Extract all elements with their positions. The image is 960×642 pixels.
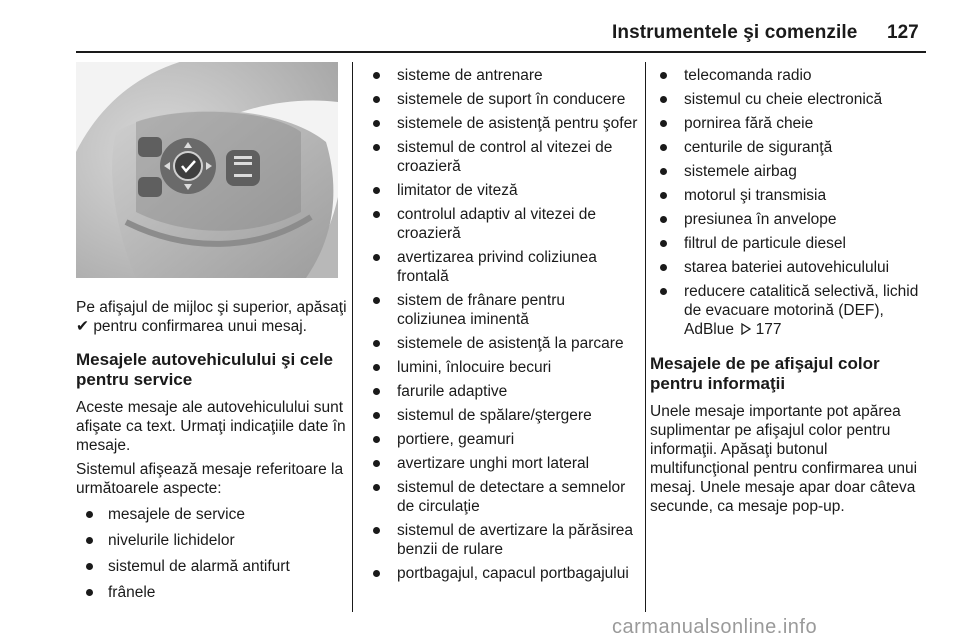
list-item-text: reducere catalitică selectivă, lichid de evacuare motorină (DEF), AdBlue [684, 283, 919, 338]
column-3 [650, 66, 930, 521]
column-2 [363, 66, 638, 588]
list-item: telecomanda radio [650, 66, 930, 85]
list-item: frânele [76, 583, 348, 602]
list-item: portbagajul, capacul portbagajului [363, 564, 638, 583]
page-reference-link[interactable]: 177 [755, 321, 782, 338]
list-item: controlul adaptiv al vitezei de croazieră [363, 205, 638, 243]
instruction-text-end: pentru confirmarea unui mesaj. [93, 318, 307, 335]
list-item: limitator de viteză [363, 181, 638, 200]
confirm-instruction [76, 298, 348, 336]
list-item: pornirea fără cheie [650, 114, 930, 133]
list-item: sistemele de asistenţă la parcare [363, 334, 638, 353]
list-item: farurile adaptive [363, 382, 638, 401]
list-item: presiunea în anvelope [650, 210, 930, 229]
page-header-title: Instrumentele şi comenzile [612, 22, 858, 43]
header-divider [76, 51, 926, 53]
message-aspects-list-end [650, 66, 930, 340]
list-item: sistemul de spălare/ştergere [363, 406, 638, 425]
page-number: 127 [887, 22, 919, 43]
column-divider-2 [645, 62, 646, 612]
list-item: mesajele de service [76, 505, 348, 524]
list-item: sistemul cu cheie electronică [650, 90, 930, 109]
steering-wheel-controls-image [76, 62, 338, 278]
list-item: sistemele de asistenţă pentru şofer [363, 114, 638, 133]
list-item: portiere, geamuri [363, 430, 638, 449]
list-item: avertizare unghi mort lateral [363, 454, 638, 473]
color-display-paragraph: Unele mesaje importante pot apărea suplimentar pe afişajul color pentru informaţii. Apăsaţi butonul multifuncţional pentru confirmarea unui mesaj. Unele mesaje apar doar câteva secunde, ca mesaje pop-up. [650, 403, 918, 515]
list-item [650, 282, 930, 340]
list-item: motorul şi transmisia [650, 186, 930, 205]
column-divider-1 [352, 62, 353, 612]
list-item: lumini, înlocuire becuri [363, 358, 638, 377]
message-aspects-paragraph: Sistemul afişează mesaje referitoare la următoarele aspecte: [76, 461, 344, 497]
message-aspects-list-continued [363, 66, 638, 583]
list-item: sistem de frânare pentru coliziunea iminentă [363, 291, 638, 329]
column-1 [76, 62, 348, 609]
section-heading-vehicle-messages: Mesajele autovehiculului şi cele pentru service [76, 350, 333, 389]
list-item: sistemul de alarmă antifurt [76, 557, 348, 576]
list-item: sistemul de avertizare la părăsirea benzii de rulare [363, 521, 638, 559]
instruction-text-start: Pe afişajul de mijloc şi superior, apăsaţi [76, 299, 347, 316]
vehicle-messages-paragraph: Aceste mesaje ale autovehiculului sunt afişate ca text. Urmaţi indicaţiile date în mesaje. [76, 399, 346, 454]
list-item: sistemele de suport în conducere [363, 90, 638, 109]
section-heading-color-display-messages: Mesajele de pe afişajul color pentru informaţii [650, 354, 880, 393]
list-item: avertizarea privind coliziunea frontală [363, 248, 638, 286]
checkmark-icon: ✔ [76, 318, 89, 335]
page-reference-triangle-icon [741, 321, 751, 340]
list-item: sistemul de control al vitezei de croazieră [363, 138, 638, 176]
list-item: sisteme de antrenare [363, 66, 638, 85]
list-item: centurile de siguranţă [650, 138, 930, 157]
list-item: sistemul de detectare a semnelor de circulaţie [363, 478, 638, 516]
message-aspects-list [76, 505, 348, 602]
list-item: starea bateriei autovehiculului [650, 258, 930, 277]
list-item: sistemele airbag [650, 162, 930, 181]
list-item: filtrul de particule diesel [650, 234, 930, 253]
list-item: nivelurile lichidelor [76, 531, 348, 550]
watermark: carmanualsonline.info [612, 616, 818, 638]
